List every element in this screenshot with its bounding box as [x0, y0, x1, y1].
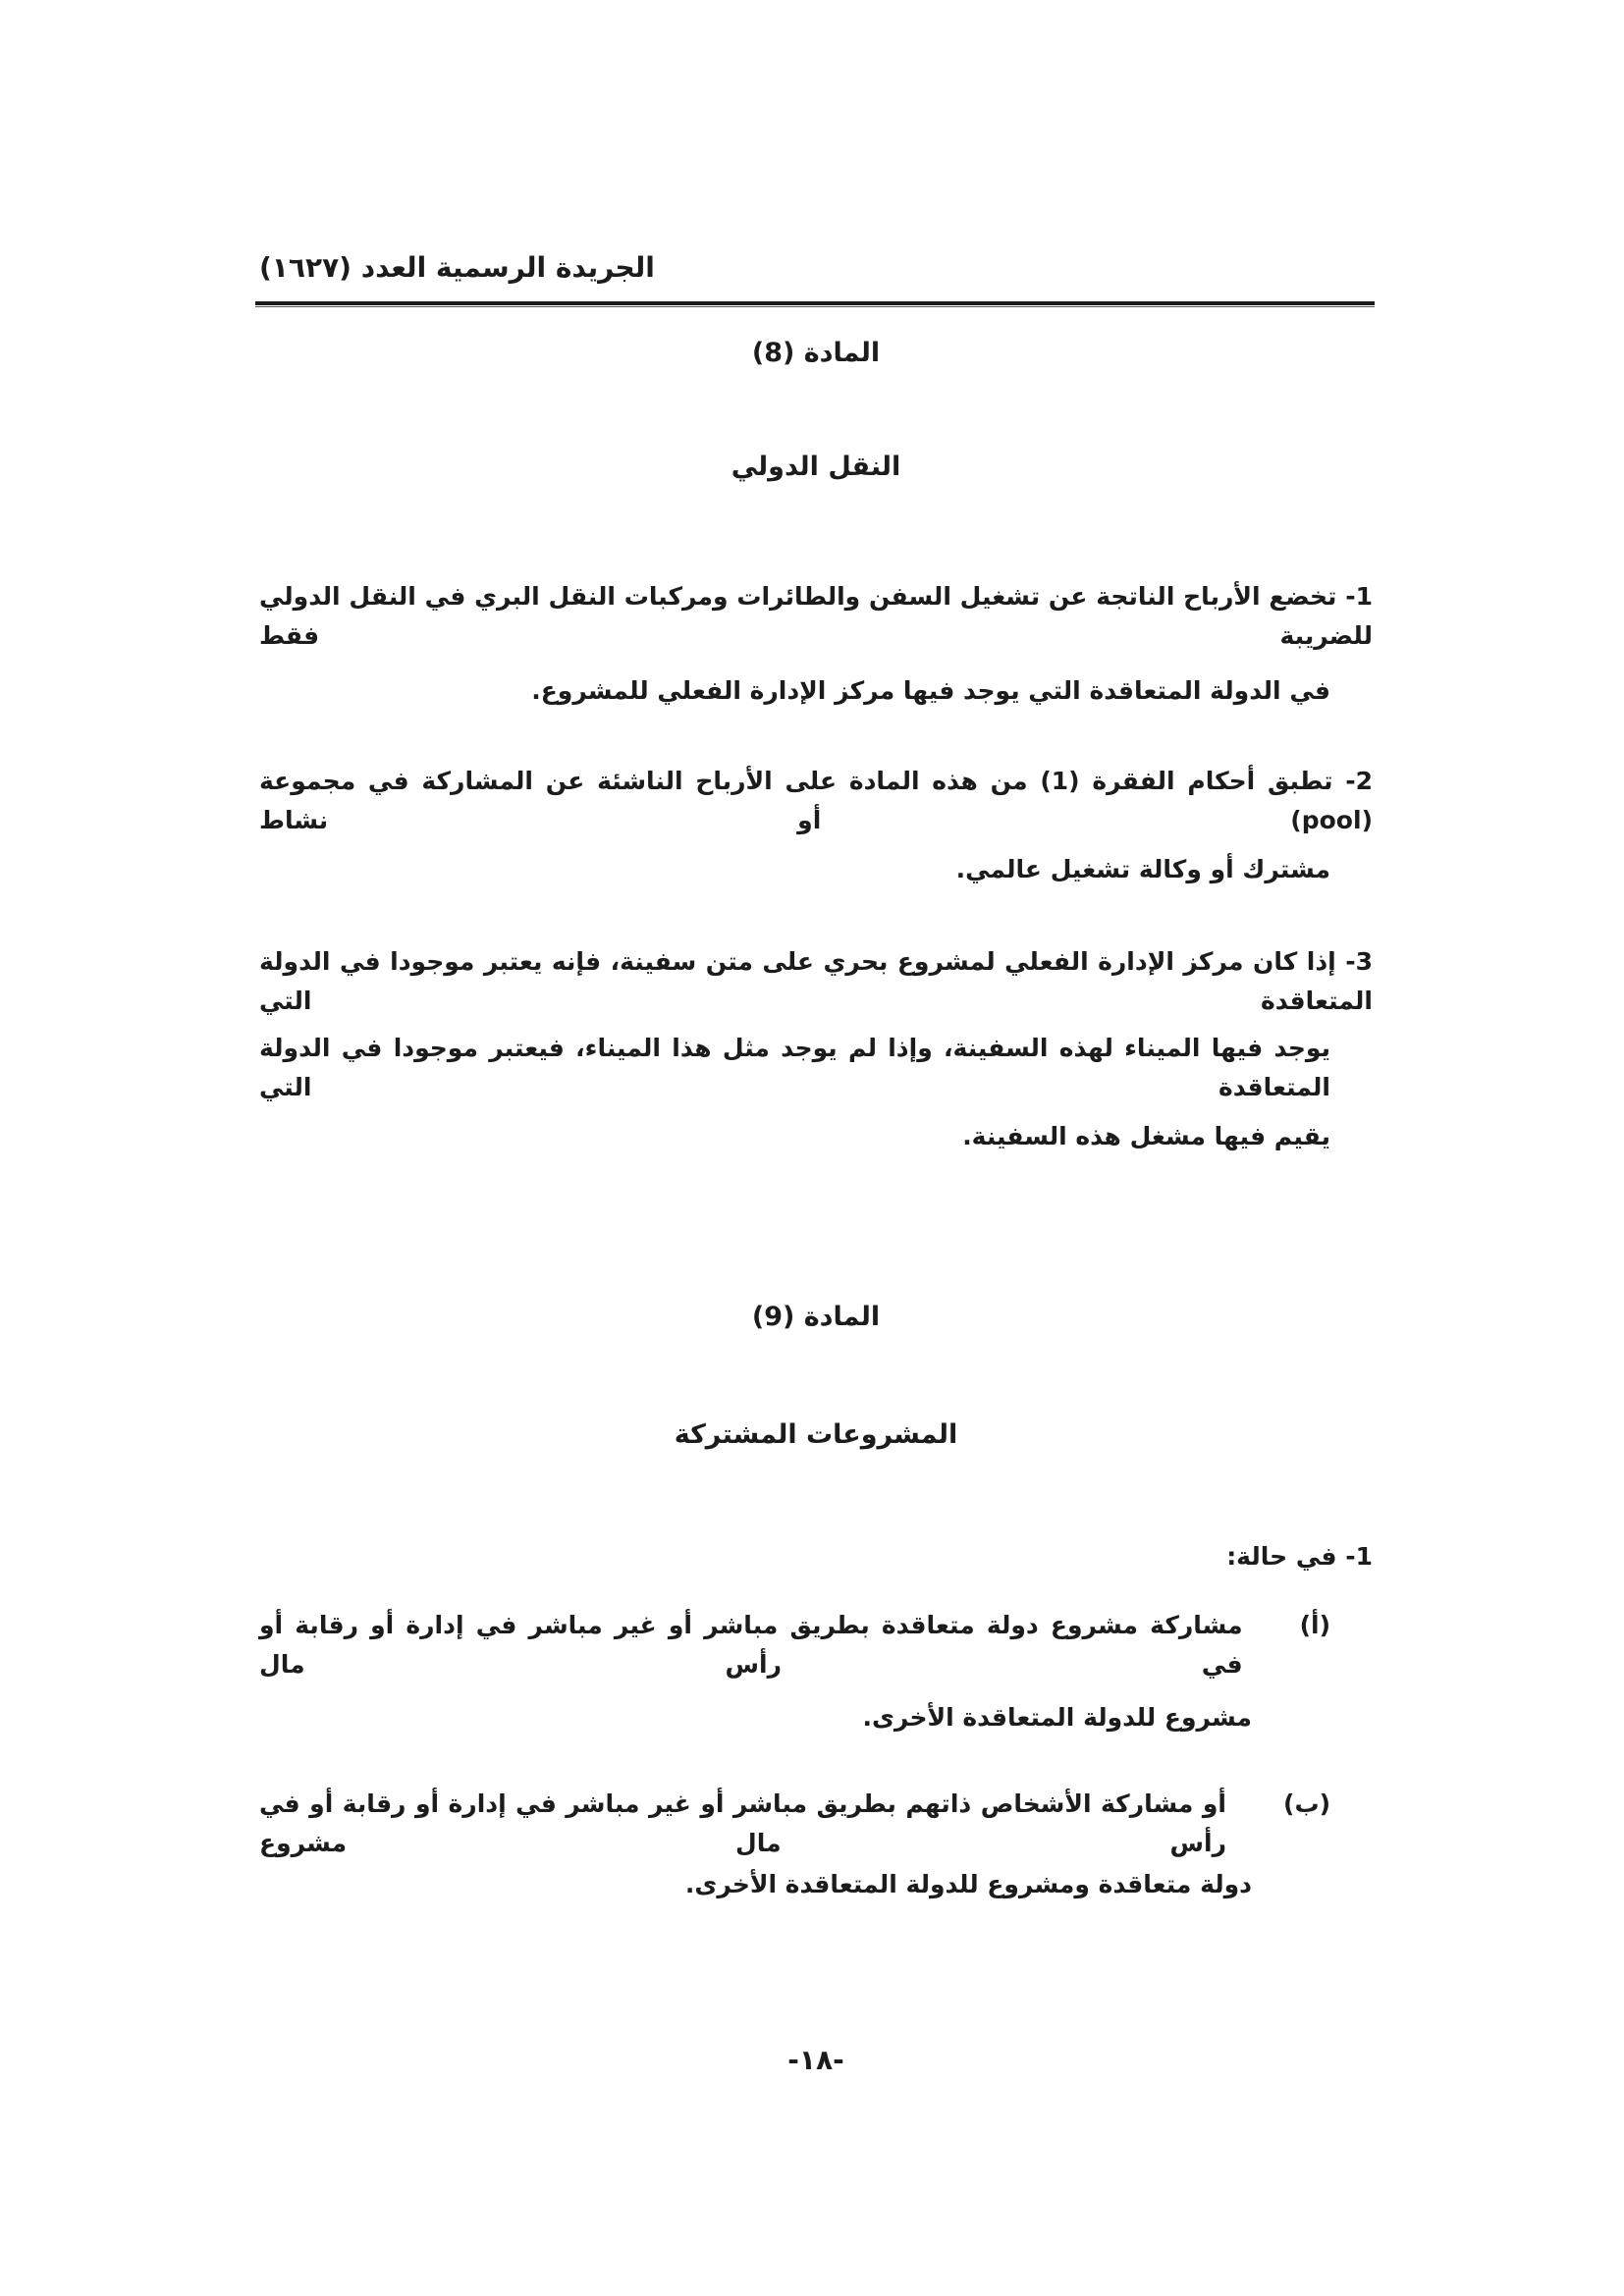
- sub-b-marker: (ب): [1283, 1789, 1330, 1818]
- sub-a-text: مشاركة مشروع دولة متعاقدة بطريق مباشر أو غير مباشر في إدارة أو رقابة أو في رأس مال: [259, 1611, 1243, 1679]
- article8-para1-line2: في الدولة المتعاقدة التي يوجد فيها مركز الإدارة الفعلي للمشروع.: [531, 676, 1330, 705]
- article9-sub-b-line1: [259, 1785, 1373, 1863]
- article8-para3-line3: يقيم فيها مشغل هذه السفينة.: [962, 1122, 1330, 1150]
- sub-b-text: أو مشاركة الأشخاص ذاتهم بطريق مباشر أو غير مباشر في إدارة أو رقابة أو في رأس مال مشروع: [259, 1789, 1227, 1857]
- footer-page-number: -١٨-: [787, 2044, 844, 2076]
- article-8-title: المادة (8): [751, 338, 881, 368]
- article9-sub-b-line2: دولة متعاقدة ومشروع للدولة المتعاقدة الأخرى.: [684, 1870, 1252, 1898]
- article8-para2-line1: 2- تطبق أحكام الفقرة (1) من هذه المادة على الأرباح الناشئة عن المشاركة في مجموعة (pool) أو نشاط: [259, 767, 1374, 834]
- article8-para3-line2: يوجد فيها الميناء لهذه السفينة، وإذا لم يوجد مثل هذا الميناء، فيعتبر موجودا في الدولة المتعاقدة التي: [259, 1034, 1330, 1101]
- article9-sub-a-line1: [259, 1606, 1373, 1684]
- article9-item1: 1- في حالة:: [1226, 1542, 1373, 1571]
- sub-a-marker: (أ): [1299, 1611, 1330, 1639]
- article-9-subtitle: المشروعات المشتركة: [674, 1419, 958, 1450]
- article-9-title: المادة (9): [751, 1302, 881, 1332]
- gazette-header-title: الجريدة الرسمية العدد (١٦٢٧): [259, 251, 655, 284]
- article9-sub-a-line2: مشروع للدولة المتعاقدة الأخرى.: [862, 1703, 1252, 1732]
- header-rule: [255, 301, 1375, 307]
- article-8-subtitle: النقل الدولي: [731, 452, 901, 482]
- article8-para1-line1: 1- تخضع الأرباح الناتجة عن تشغيل السفن والطائرات ومركبات النقل البري في النقل الدولي للضريبة فقط: [259, 582, 1373, 650]
- article8-para3-line1: 3- إذا كان مركز الإدارة الفعلي لمشروع بحري على متن سفينة، فإنه يعتبر موجودا في الدولة المتعاقدة التي: [259, 947, 1373, 1015]
- article8-para2-line2: مشترك أو وكالة تشغيل عالمي.: [955, 855, 1330, 883]
